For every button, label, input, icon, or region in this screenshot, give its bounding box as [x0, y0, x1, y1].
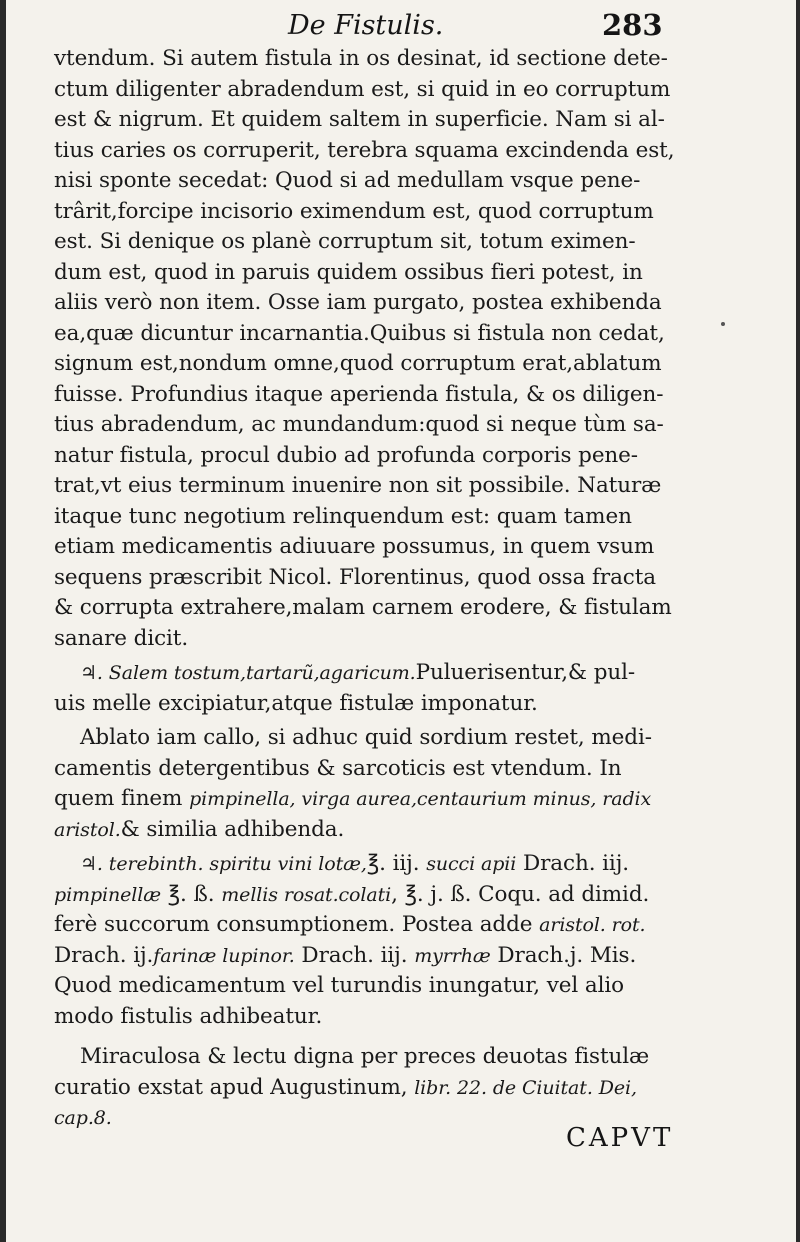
roman-run: ea,quæ dicuntur incarnantia.Quibus si fistula non cedat,: [54, 320, 665, 346]
roman-run: Quod medicamentum vel turundis inungatur, vel alio: [54, 973, 624, 998]
text-line: [54, 197, 684, 228]
roman-run: ℥. iij.: [366, 851, 427, 876]
text-line: [54, 75, 684, 106]
roman-run: sequens præscribit Nicol. Florentinus, quod ossa fracta: [54, 564, 656, 590]
roman-run: modo fistulis adhibeatur.: [54, 1003, 323, 1029]
roman-run: natur fistula, procul dubio ad profunda corporis pene-: [54, 442, 638, 468]
text-line: [54, 502, 684, 533]
italic-run: aristol. rot.: [539, 914, 646, 936]
italic-run: pimpinella, virga aurea,centaurium minus, radix: [189, 788, 652, 810]
text-line: [54, 593, 684, 624]
roman-run: nisi sponte secedat: Quod si ad medullam vsque pene-: [54, 168, 641, 193]
roman-run: camentis detergentibus & sarcoticis est vtendum. In: [54, 755, 622, 781]
italic-run: pimpinellæ: [54, 883, 161, 906]
text-line: [54, 1002, 684, 1033]
text-line: [54, 532, 684, 563]
italic-run: succi apii: [426, 853, 517, 875]
text-line: [54, 1073, 684, 1104]
text-line: [54, 910, 684, 941]
roman-run: Drach. iij.: [294, 942, 415, 968]
roman-run: vtendum. Si autem fistula in os desinat, id sectione dete-: [54, 46, 668, 71]
roman-run: ctum diligenter abradendum est, si quid in eo corruptum: [54, 76, 671, 102]
roman-run: trârit,forcipe incisorio eximendum est, quod corruptum: [54, 198, 654, 224]
text-line: [54, 44, 684, 75]
roman-run: Miraculosa & lectu digna per preces deuotas fistulæ: [80, 1044, 650, 1069]
roman-run: uis melle excipiatur,atque fistulæ imponatur.: [54, 690, 538, 716]
text-line: [54, 136, 684, 167]
roman-run: dum est, quod in paruis quidem ossibus fieri potest, in: [54, 259, 643, 285]
roman-run: curatio exstat apud Augustinum,: [54, 1074, 415, 1100]
running-head: [6, 8, 796, 48]
text-line: [54, 815, 684, 846]
roman-run: quem finem: [54, 786, 190, 811]
text-line: [54, 258, 684, 289]
roman-run: & similia adhibenda.: [120, 816, 345, 842]
italic-run: ♃. terebinth. spiritu vini lotæ,: [80, 853, 367, 875]
text-line: [54, 784, 684, 815]
roman-run: & corrupta extrahere,malam carnem erodere, & fistulam: [54, 595, 672, 620]
text-line: [54, 941, 684, 972]
text-line: [54, 849, 684, 880]
page-number: 283: [602, 8, 663, 42]
text-line: [54, 754, 684, 785]
running-title: De Fistulis.: [288, 10, 444, 41]
italic-run: aristol.: [54, 818, 121, 841]
text-line: [54, 380, 684, 411]
roman-run: Drach. iij.: [516, 851, 630, 876]
roman-run: est. Si denique os planè corruptum sit, totum eximen-: [54, 229, 636, 254]
roman-run: tius caries os corruperit, terebra squama excindenda est,: [54, 137, 675, 163]
roman-run: itaque tunc negotium relinquendum est: quam tamen: [54, 503, 632, 529]
text-line: [54, 410, 684, 441]
italic-run: myrrhæ: [414, 944, 491, 967]
roman-run: Puluerisentur,& pul-: [415, 660, 636, 685]
roman-run: est & nigrum. Et quidem saltem in superficie. Nam si al-: [54, 107, 665, 132]
text-line: [54, 658, 684, 689]
book-page: [6, 0, 796, 1242]
roman-run: Drach. ij.: [54, 942, 154, 968]
roman-run: etiam medicamentis adiuuare possumus, in quem vsum: [54, 534, 655, 559]
text-line: [54, 880, 684, 911]
roman-run: ℥. ß.: [161, 881, 222, 907]
text-line: [54, 105, 684, 136]
text-line: [54, 471, 684, 502]
text-line: [54, 723, 684, 754]
text-line: [54, 441, 684, 472]
text-line: [54, 624, 684, 655]
roman-run: sanare dicit.: [54, 625, 189, 651]
catchword: CAPVT: [566, 1123, 674, 1153]
roman-run: fuisse. Profundius itaque aperienda fistula, & os diligen-: [54, 381, 664, 407]
roman-run: Drach.j. Mis.: [490, 942, 637, 968]
text-line: [54, 166, 684, 197]
text-line: [54, 689, 684, 720]
text-line: [54, 563, 684, 594]
roman-run: tius abradendum, ac mundandum:quod si neque tùm sa-: [54, 412, 664, 437]
text-line: [54, 349, 684, 380]
italic-run: ♃. Salem tostum,tartarũ,agaricum.: [80, 662, 416, 684]
body-text: [54, 44, 684, 1134]
roman-run: aliis verò non item. Osse iam purgato, postea exhibenda: [54, 290, 662, 315]
italic-run: mellis rosat.colati: [221, 883, 392, 906]
text-line: [54, 288, 684, 319]
roman-run: ferè succorum consumptionem. Postea adde: [54, 912, 540, 937]
ink-speck: [721, 322, 725, 326]
italic-run: cap.8.: [54, 1107, 112, 1129]
text-line: [54, 319, 684, 350]
roman-run: signum est,nondum omne,quod corruptum erat,ablatum: [54, 351, 662, 376]
italic-run: farinæ lupinor.: [153, 944, 295, 967]
roman-run: Ablato iam callo, si adhuc quid sordium restet, medi-: [80, 725, 652, 750]
text-line: [54, 1042, 684, 1073]
text-line: [54, 227, 684, 258]
text-line: [54, 971, 684, 1002]
roman-run: , ℥. j. ß. Coqu. ad dimid.: [391, 881, 650, 907]
roman-run: trat,vt eius terminum inuenire non sit possibile. Naturæ: [54, 473, 662, 498]
italic-run: libr. 22. de Ciuitat. Dei,: [414, 1076, 637, 1099]
